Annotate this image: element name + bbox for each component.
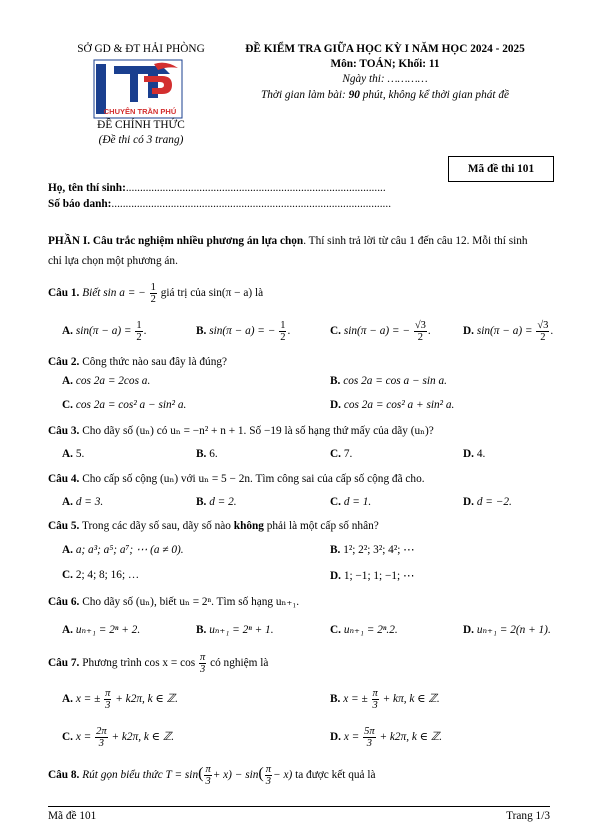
option-label: C. xyxy=(330,496,341,508)
q7-b-den: 3 xyxy=(372,700,378,711)
q1-d-den: 2 xyxy=(540,332,546,343)
option-label: D. xyxy=(463,624,474,636)
q4-c-text: d = 1. xyxy=(343,496,372,508)
q3-text: Cho dãy số (uₙ) có uₙ = −n² + n + 1. Số −19 là số hạng thứ mấy của dãy (uₙ)? xyxy=(82,425,434,437)
q8-fraction-1 xyxy=(204,764,211,787)
option-label: C. xyxy=(62,731,73,744)
pages-note: (Đề thi có 3 trang) xyxy=(98,134,184,146)
student-id-label: Số báo danh: xyxy=(48,198,112,210)
option-label: A. xyxy=(62,624,73,636)
q8-paren1-open: ( xyxy=(198,765,204,783)
q8-paren1-close: + x) xyxy=(212,769,232,782)
q1-post: giá trị của sin(π − a) là xyxy=(160,287,264,300)
q7-a-den: 3 xyxy=(105,700,111,711)
q5-text-bold: không xyxy=(233,520,264,532)
q1-b-num: 1 xyxy=(280,320,286,331)
q8-paren2-open: ( xyxy=(258,765,264,783)
exam-date: Ngày thi: ………… xyxy=(342,73,428,85)
q7-b-pre: x = ± xyxy=(343,693,368,706)
q5-option-b xyxy=(330,543,414,556)
option-label: D. xyxy=(463,325,474,338)
student-id-row xyxy=(48,198,391,210)
question-4 xyxy=(48,472,425,485)
q8-pre: Rút gọn biểu thức T = sin xyxy=(82,769,199,782)
q1-label: Câu 1. xyxy=(48,287,80,300)
official-label: ĐỀ CHÍNH THỨC xyxy=(97,119,185,131)
q7-c-den: 3 xyxy=(98,738,104,749)
q1-b-fraction xyxy=(279,320,286,343)
option-label: B. xyxy=(196,624,207,636)
q3-label: Câu 3. xyxy=(48,425,80,437)
q2-c-text: cos 2a = cos² a − sin² a. xyxy=(75,399,187,411)
student-name-row xyxy=(48,182,386,194)
q6-b-text: uₙ₊₁ = 2ⁿ + 1. xyxy=(209,624,274,636)
q1-fraction xyxy=(150,282,157,305)
q7-pre: Phương trình cos x = cos xyxy=(82,657,196,670)
q6-d-text: uₙ₊₁ = 2(n + 1). xyxy=(476,624,551,636)
q7-c-post: + k2π, k ∈ ℤ. xyxy=(111,731,175,744)
exam-code: Mã đề thi 101 xyxy=(467,163,535,175)
q8-den2: 3 xyxy=(265,776,271,787)
q2-label: Câu 2. xyxy=(48,356,80,368)
option-label: B. xyxy=(330,693,341,706)
q4-a-text: d = 3. xyxy=(75,496,104,508)
q2-option-d xyxy=(330,399,454,411)
q5-text-post: phải là một cấp số nhân? xyxy=(263,520,379,532)
q7-d-pre: x = xyxy=(343,731,360,744)
option-label: D. xyxy=(330,399,341,411)
q1-a-post: . xyxy=(143,325,147,338)
exam-subject: Môn: TOÁN; Khối: 11 xyxy=(330,58,440,70)
logo-text: CHUYÊN TRẦN PHÚ xyxy=(103,107,177,116)
q4-text: Cho cấp số cộng (uₙ) với uₙ = 5 − 2n. Tìm công sai của cấp số cộng đã cho. xyxy=(82,473,425,485)
q1-option-d xyxy=(463,320,553,343)
option-label: A. xyxy=(62,375,73,387)
q7-d-post: + k2π, k ∈ ℤ. xyxy=(379,731,443,744)
question-5 xyxy=(48,520,379,532)
q3-a-text: 5. xyxy=(75,448,85,460)
q1-option-c xyxy=(330,320,431,343)
q1-d-num: √3 xyxy=(537,320,549,331)
q4-b-text: d = 2. xyxy=(209,496,237,508)
q1-b-post: . xyxy=(287,325,291,338)
q2-text: Công thức nào sau đây là đúng? xyxy=(82,356,228,368)
q3-option-d xyxy=(463,448,485,460)
student-id-dots: ................................................................................................... xyxy=(111,198,392,210)
q7-d-num: 5π xyxy=(364,726,375,737)
q3-d-text: 4. xyxy=(476,448,486,460)
option-label: C. xyxy=(62,569,73,581)
option-label: A. xyxy=(62,325,73,338)
q4-option-d xyxy=(463,496,512,508)
question-3 xyxy=(48,424,434,437)
q6-a-text: uₙ₊₁ = 2ⁿ + 2. xyxy=(75,624,141,636)
q1-c-pre: sin(π − a) = − xyxy=(343,325,410,338)
part1-instr-1: . Thí sinh trả lời từ câu 1 đến câu 12. Mỗi thí sinh xyxy=(303,235,528,247)
option-label: D. xyxy=(463,496,474,508)
question-8 xyxy=(48,764,376,787)
part1-instr-2: chỉ lựa chọn một phương án. xyxy=(48,255,178,267)
q8-post: ta được kết quả là xyxy=(295,769,376,782)
footer-code: Mã đề 101 xyxy=(48,810,97,822)
q6-option-d xyxy=(463,623,551,636)
option-label: D. xyxy=(330,731,341,744)
duration-prefix: Thời gian làm bài: xyxy=(260,89,349,101)
part1-title: PHẦN I. Câu trắc nghiệm nhiều phương án lựa chọn xyxy=(48,235,304,247)
q6-option-c xyxy=(330,623,398,636)
question-1 xyxy=(48,282,263,305)
q1-num: 1 xyxy=(150,282,156,293)
q2-option-b xyxy=(330,375,447,387)
student-name-label: Họ, tên thí sinh: xyxy=(48,182,126,194)
q1-b-pre: sin(π − a) = − xyxy=(209,325,276,338)
q7-a-fraction xyxy=(104,688,111,711)
q7-den: 3 xyxy=(199,664,206,675)
option-label: C. xyxy=(62,399,73,411)
option-label: B. xyxy=(196,496,207,508)
q7-c-num: 2π xyxy=(96,726,107,737)
q7-b-fraction xyxy=(372,688,379,711)
q2-option-a xyxy=(62,375,150,387)
q4-option-b xyxy=(196,496,237,508)
option-label: C. xyxy=(330,624,341,636)
q5-c-text: 2; 4; 8; 16; … xyxy=(75,569,140,581)
q7-a-post: + k2π, k ∈ ℤ. xyxy=(115,693,178,706)
q6-option-b xyxy=(196,623,274,636)
option-label: D. xyxy=(330,570,341,582)
q1-den: 2 xyxy=(150,294,156,305)
q1-pre: Biết sin a = − xyxy=(82,287,146,300)
q4-option-a xyxy=(62,496,103,508)
q4-d-text: d = −2. xyxy=(476,496,512,508)
q8-den1: 3 xyxy=(205,776,211,787)
q1-a-fraction xyxy=(135,320,142,343)
q8-label: Câu 8. xyxy=(48,769,80,782)
q8-num1: π xyxy=(205,764,211,775)
option-label: A. xyxy=(62,693,73,706)
q5-option-c xyxy=(62,569,139,581)
option-label: B. xyxy=(330,544,341,556)
q5-a-text: a; a³; a⁵; a⁷; ⋯ (a ≠ 0). xyxy=(75,544,184,556)
department-name: SỞ GD & ĐT HẢI PHÒNG xyxy=(77,43,205,55)
q7-option-a xyxy=(62,688,178,711)
q7-fraction xyxy=(199,652,206,675)
option-label: A. xyxy=(62,496,73,508)
q6-c-text: uₙ₊₁ = 2ⁿ.2. xyxy=(343,624,398,636)
footer-divider xyxy=(48,806,550,807)
q5-option-d xyxy=(330,569,414,582)
q1-a-pre: sin(π − a) = xyxy=(75,325,132,338)
q1-option-a xyxy=(62,320,146,343)
q2-d-text: cos 2a = cos² a + sin² a. xyxy=(343,399,455,411)
q4-label: Câu 4. xyxy=(48,473,80,485)
q7-option-c xyxy=(62,726,174,749)
q6-option-a xyxy=(62,623,140,636)
q5-text-pre: Trong các dãy số sau, dãy số nào xyxy=(82,520,234,532)
q7-c-fraction xyxy=(95,726,108,749)
question-6 xyxy=(48,595,299,608)
option-label: D. xyxy=(463,448,474,460)
q3-option-b xyxy=(196,448,218,460)
question-7 xyxy=(48,652,268,675)
q3-c-text: 7. xyxy=(343,448,353,460)
q7-option-d xyxy=(330,726,442,749)
q1-d-post: . xyxy=(550,325,554,338)
q2-b-text: cos 2a = cos a − sin a. xyxy=(343,375,447,387)
option-label: C. xyxy=(330,448,341,460)
school-logo xyxy=(92,58,184,120)
exam-duration xyxy=(220,89,550,101)
q1-c-fraction xyxy=(414,320,427,343)
q1-option-b xyxy=(196,320,290,343)
q8-num2: π xyxy=(265,764,271,775)
option-label: B. xyxy=(330,375,341,387)
q6-label: Câu 6. xyxy=(48,596,80,608)
option-label: A. xyxy=(62,544,73,556)
q1-a-den: 2 xyxy=(136,332,142,343)
q7-post: có nghiệm là xyxy=(210,657,269,670)
q7-d-den: 3 xyxy=(366,738,372,749)
student-name-dots: ............................................................................................ xyxy=(125,182,386,194)
q1-c-den: 2 xyxy=(417,332,423,343)
q1-c-num: √3 xyxy=(414,320,426,331)
q3-b-text: 6. xyxy=(209,448,218,460)
q7-label: Câu 7. xyxy=(48,657,80,670)
q1-a-num: 1 xyxy=(136,320,142,331)
q7-b-num: π xyxy=(372,688,378,699)
option-label: B. xyxy=(196,325,207,338)
duration-value: 90 xyxy=(348,89,360,101)
q6-text: Cho dãy số (uₙ), biết uₙ = 2ⁿ. Tìm số hạng uₙ₊₁. xyxy=(82,596,300,608)
q8-fraction-2 xyxy=(265,764,272,787)
q7-b-post: + kπ, k ∈ ℤ. xyxy=(382,693,440,706)
q1-d-fraction xyxy=(536,320,549,343)
part1-instructions xyxy=(48,235,528,247)
q5-b-text: 1²; 2²; 3²; 4²; ⋯ xyxy=(343,544,415,556)
exam-title: ĐỀ KIỂM TRA GIỮA HỌC KỲ I NĂM HỌC 2024 - 2025 xyxy=(245,43,525,55)
q1-d-pre: sin(π − a) = xyxy=(476,325,533,338)
q5-d-text: 1; −1; 1; −1; ⋯ xyxy=(343,570,415,582)
q7-d-fraction xyxy=(363,726,376,749)
q7-num: π xyxy=(199,652,206,663)
q8-mid: − sin xyxy=(234,769,259,782)
q1-b-den: 2 xyxy=(280,332,286,343)
q7-a-pre: x = ± xyxy=(75,693,101,706)
q5-label: Câu 5. xyxy=(48,520,80,532)
q4-option-c xyxy=(330,496,371,508)
q1-c-post: . xyxy=(427,325,431,338)
q7-option-b xyxy=(330,688,440,711)
q7-a-num: π xyxy=(105,688,111,699)
q2-option-c xyxy=(62,399,186,411)
option-label: A. xyxy=(62,448,73,460)
duration-suffix: phút, không kể thời gian phát đề xyxy=(359,89,510,101)
q3-option-a xyxy=(62,448,84,460)
q5-option-a xyxy=(62,543,184,556)
footer-page: Trang 1/3 xyxy=(506,810,550,822)
q8-paren2-close: − x) xyxy=(273,769,293,782)
question-2 xyxy=(48,356,227,368)
exam-code-box xyxy=(448,156,554,182)
q7-c-pre: x = xyxy=(75,731,92,744)
q2-a-text: cos 2a = 2cos a. xyxy=(75,375,151,387)
q3-option-c xyxy=(330,448,352,460)
option-label: B. xyxy=(196,448,207,460)
option-label: C. xyxy=(330,325,341,338)
